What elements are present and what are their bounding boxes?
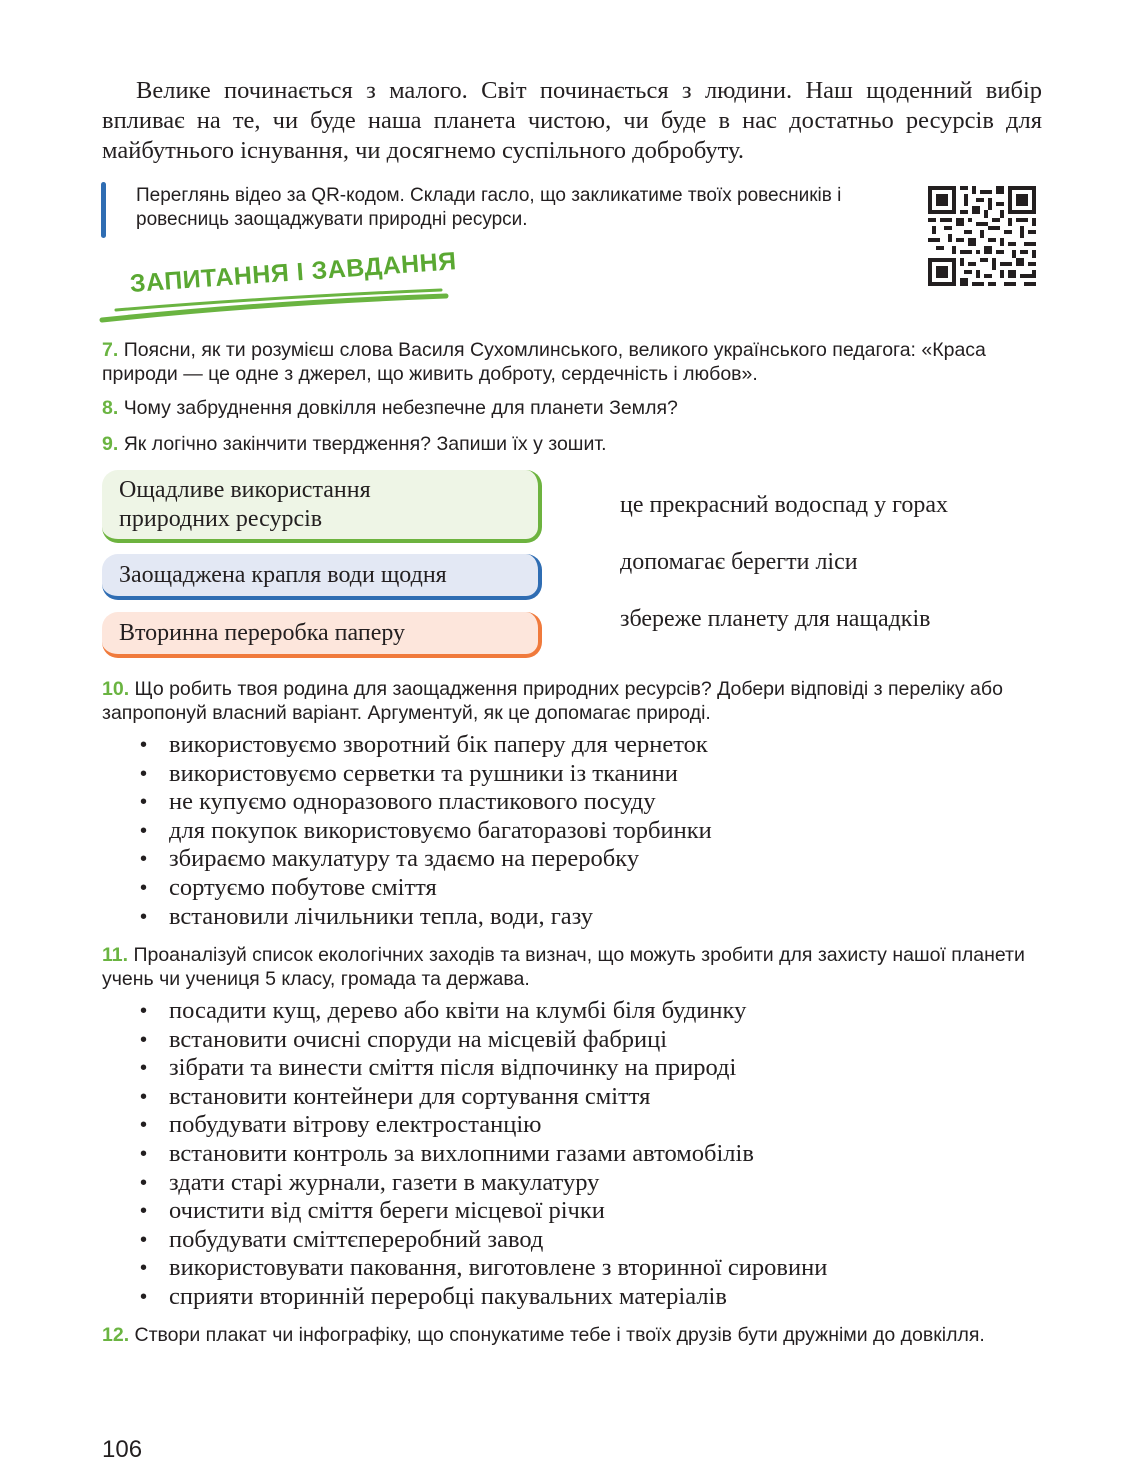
- task-number: 12.: [102, 1324, 130, 1346]
- task-text: Проаналізуй список екологічних заходів та визнач, що можуть зробити для захисту нашої планети учень чи учениця 5 класу, громада та держава.: [102, 944, 1025, 990]
- list-item: • побудувати вітрову електростанцію: [140, 1111, 827, 1140]
- task-text: Як логічно закінчити твердження? Запиши їх у зошит.: [123, 433, 607, 455]
- statement-text: Ощадливе використання природних ресурсів: [119, 476, 371, 532]
- list-item: • не купуємо одноразового пластикового посуду: [140, 788, 712, 817]
- task-10: [102, 677, 1032, 725]
- list-item: • посадити кущ, дерево або квіти на клумбі біля будинку: [140, 997, 827, 1026]
- list-item: • використовуємо зворотний бік паперу для чернеток: [140, 731, 712, 760]
- list-item: • встановити контейнери для сортування сміття: [140, 1083, 827, 1112]
- section-heading-text: ЗАПИТАННЯ І ЗАВДАННЯ: [128, 247, 458, 298]
- list-item: • очистити від сміття береги місцевої річки: [140, 1197, 827, 1226]
- task-number: 10.: [102, 678, 130, 700]
- task-text: Поясни, як ти розумієш слова Василя Сухомлинського, великого українського педагога: «Краса природи — це одне з джерел, що живить доброту, сердечність і любов».: [102, 339, 986, 385]
- intro-paragraph: Велике починається з малого. Світ починається з людини. Наш щоденний вибір впливає на те, чи буде наша планета чистою, чи буде в нас достатньо ресурсів для майбутнього існування, чи досягнемо суспільного добробуту.: [102, 77, 1042, 164]
- eco-measures-list: [140, 997, 827, 1312]
- list-item: • сприяти вторинній переробці пакувальних матеріалів: [140, 1283, 827, 1312]
- list-item: • збираємо макулатуру та здаємо на переробку: [140, 845, 712, 874]
- list-item: • встановити контроль за вихлопними газами автомобілів: [140, 1140, 827, 1169]
- list-item: • встановити очисні споруди на місцевій фабриці: [140, 1026, 827, 1055]
- note-accent-bar: [101, 182, 106, 238]
- task-number: 11.: [102, 944, 129, 966]
- statement-card: [102, 612, 542, 658]
- statement-text: Заощаджена крапля води щодня: [119, 561, 447, 588]
- statement-card: [102, 470, 542, 543]
- list-item: • зібрати та винести сміття після відпочинку на природі: [140, 1054, 827, 1083]
- list-item: • здати старі журнали, газети в макулатуру: [140, 1169, 827, 1198]
- task-12: [102, 1323, 1032, 1347]
- qr-instruction: Переглянь відео за QR-кодом. Склади гасло, що закликатиме твоїх ровесників і ровесниць заощаджувати природні ресурси.: [136, 185, 842, 230]
- list-item: • сортуємо побутове сміття: [140, 874, 712, 903]
- statement-text: Вторинна переробка паперу: [119, 619, 406, 646]
- statement-ending: це прекрасний водоспад у горах: [620, 492, 949, 518]
- task-number: 9.: [102, 433, 119, 455]
- section-heading: [96, 247, 458, 330]
- task-text: Створи плакат чи інфографіку, що спонукатиме тебе і твоїх друзів бути дружніми до довкілля.: [134, 1324, 985, 1346]
- list-item: • встановили лічильники тепла, води, газу: [140, 903, 712, 932]
- page-number: 106: [102, 1436, 143, 1463]
- list-item: • побудувати сміттєпереробний завод: [140, 1226, 827, 1255]
- task-text: Що робить твоя родина для заощадження природних ресурсів? Добери відповіді з переліку або запропонуй власний варіант. Аргументуй, як це допомагає природі.: [102, 678, 1003, 724]
- family-actions-list: [140, 731, 712, 931]
- task-text: Чому забруднення довкілля небезпечне для планети Земля?: [123, 397, 678, 419]
- task-number: 7.: [102, 339, 119, 361]
- list-item: • використовувати паковання, виготовлене з вторинної сировини: [140, 1254, 827, 1283]
- statement-ending: збереже планету для нащадків: [620, 606, 931, 632]
- statement-card: [102, 554, 542, 600]
- list-item: • для покупок використовуємо багаторазові торбинки: [140, 817, 712, 846]
- list-item: • використовуємо серветки та рушники із тканини: [140, 760, 712, 789]
- task-number: 8.: [102, 397, 119, 419]
- qr-code[interactable]: [928, 186, 1036, 286]
- task-11: [102, 943, 1032, 991]
- task-7: [102, 338, 1032, 386]
- task-8: [102, 396, 1032, 420]
- task-9: [102, 432, 1032, 456]
- statement-ending: допомагає берегти ліси: [620, 549, 858, 575]
